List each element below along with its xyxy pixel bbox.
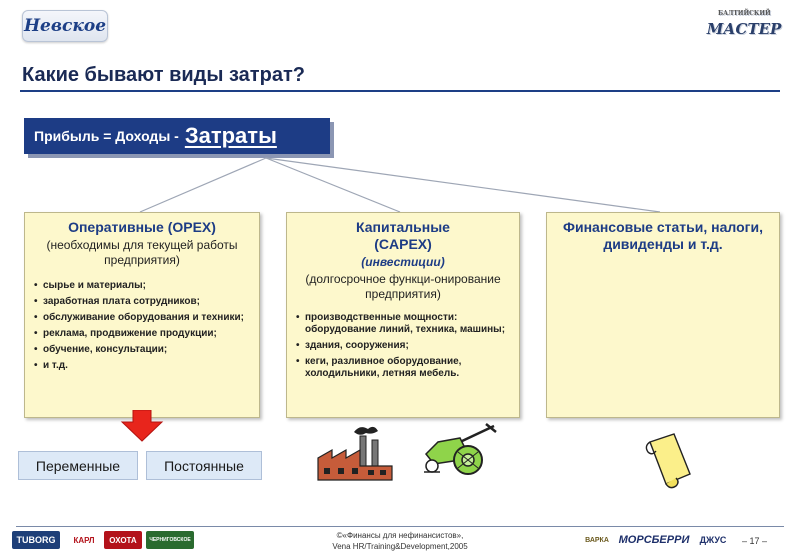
list-item: • здания, сооружения; — [293, 340, 511, 352]
page-title: Какие бывают виды затрат? — [22, 64, 305, 86]
juice-logo: ДЖУС — [699, 535, 727, 545]
down-arrow-icon — [120, 410, 164, 442]
varka-logo: ВАРКА — [585, 536, 609, 544]
capex-list — [293, 312, 511, 380]
fixed-costs-tag: Постоянные — [146, 451, 262, 480]
chernigovskoe-logo: ЧЕРНИГОВСКОЕ — [146, 531, 194, 549]
footer-divider — [16, 526, 784, 527]
factory-icon — [316, 424, 396, 482]
opex-subtitle: (необходимы для текущей работы предприятия) — [46, 238, 238, 267]
formula-highlight: Затраты — [184, 123, 277, 148]
capex-title: Капитальные (CAPEX) — [356, 219, 450, 252]
tractor-icon — [420, 420, 498, 480]
financial-title: Финансовые статьи, налоги, дивиденды и т.д. — [563, 219, 763, 252]
okhota-logo: ОХОТА — [104, 531, 142, 549]
master-logo: БАЛТИЙСКИЙ МАСТЕР — [706, 10, 782, 38]
connector-financial — [266, 158, 660, 212]
list-item: • обучение, консультации; — [31, 344, 251, 356]
morsberri-logo: МОРСБЕРРИ — [618, 534, 690, 546]
nevskoe-logo: Невское — [22, 10, 108, 42]
formula-prefix: Прибыль = Доходы - — [34, 128, 179, 144]
financial-box — [546, 212, 780, 418]
karl-logo: КАРЛ — [73, 535, 95, 545]
list-item: • кеги, разливное оборудование, холодильники, летняя мебель. — [293, 356, 511, 380]
capex-box — [286, 212, 520, 418]
capex-italic: (инвестиции) — [361, 255, 445, 269]
opex-title: Оперативные (OPEX) — [68, 219, 216, 235]
opex-box — [24, 212, 260, 418]
list-item: • и т.д. — [31, 360, 251, 372]
opex-list — [31, 280, 251, 372]
document-icon — [640, 430, 696, 494]
list-item: • производственные мощности: оборудование линий, техника, машины; — [293, 312, 511, 336]
list-item: • обслуживание оборудования и техники; — [31, 312, 251, 324]
list-item: • реклама, продвижение продукции; — [31, 328, 251, 340]
page-number: – 17 – — [742, 536, 768, 546]
connector-capex — [266, 158, 400, 212]
connector-opex — [140, 158, 266, 212]
tuborg-logo: TUBORG — [12, 531, 60, 549]
footer-copyright: ©«Финансы для нефинансистов», Vena HR/Training&Development,2005 — [332, 531, 468, 551]
list-item: • заработная плата сотрудников; — [31, 296, 251, 308]
capex-subtitle: (долгосрочное функци-онирование предприятия) — [305, 272, 501, 301]
list-item: • сырье и материалы; — [31, 280, 251, 292]
variable-costs-tag: Переменные — [18, 451, 138, 480]
